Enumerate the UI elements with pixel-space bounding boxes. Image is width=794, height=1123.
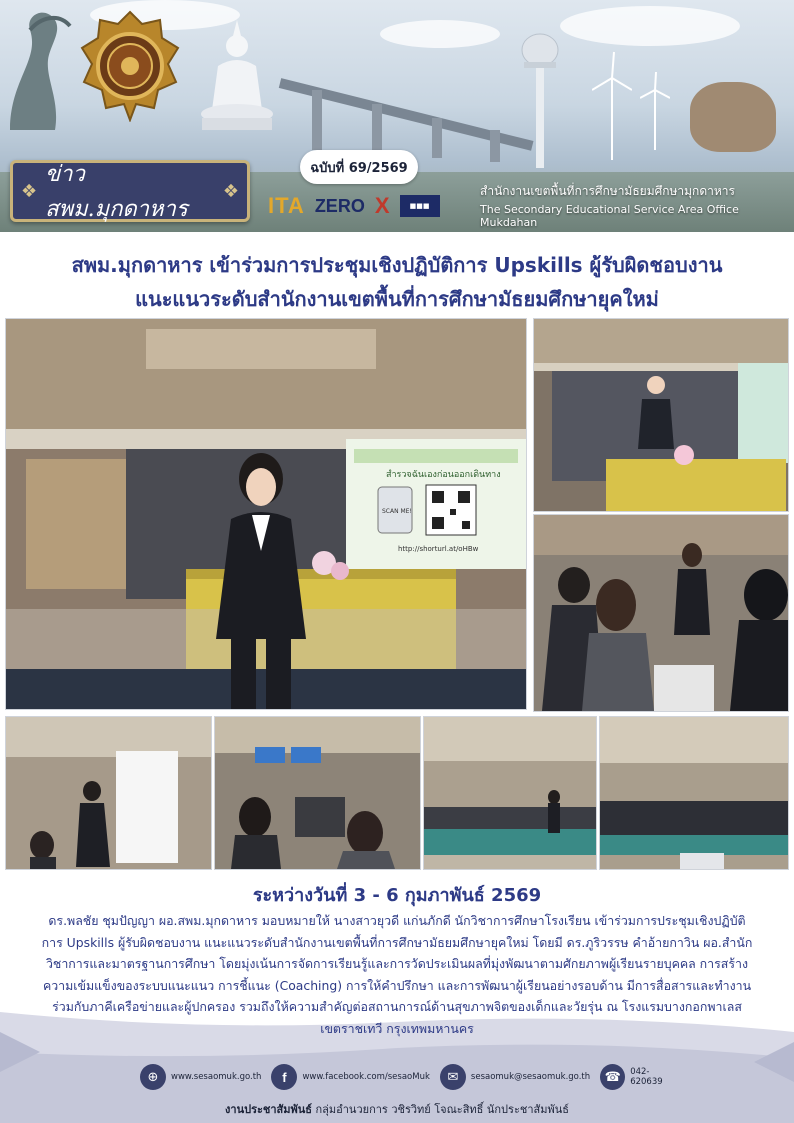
- contact-email[interactable]: [440, 1064, 590, 1090]
- news-body-paragraph: ดร.พลชัย ชุมปัญญา ผอ.สพม.มุกดาหาร มอบหมายให้ นางสาวยุวดี แก่นภักดี นักวิชาการศึกษาโรงเรียน เข้าร่วมการประชุมเชิงปฏิบัติการ Upskills ผู้รับผิดชอบงาน แนะแนวระดับสำนักงานเขตพื้นที่การศึกษามัธยมศึกษายุคใหม่ โดยมี ดร.ภูริวรรษ คำอ้ายกาวิน ผอ.สำนักวิชาการและมาตรฐานการศึกษา โดยมุ่งเน้นการจัดการเรียนรู้และการวัดประเมินผลที่มุ่งพัฒนาตามศักยภาพผู้เรียนรายบุคคล การสร้างความเข้มแข็งของระบบแนะแนว การชี้แนะ (Coaching) การให้คำปรึกษา และการพัฒนาผู้เรียนอย่างรอบด้าน มีการสื่อสารและทำงานร่วมกับภาคีเครือข่ายและผู้ปกครอง รวมถึงให้ความสำคัญต่อสถานการณ์ด้านสุขภาพจิตของเด็กและวัยรุ่น ณ โรงแรมบางกอกพาเลส เขตราชเทวี กรุงเทพมหานคร: [41, 913, 753, 1036]
- credit-text: กลุ่มอำนวยการ วชิรวิทย์ โจณะสิทธิ์ นักประชาสัมพันธ์: [312, 1103, 569, 1116]
- facebook-icon: f: [271, 1064, 297, 1090]
- email-icon: ✉: [440, 1064, 466, 1090]
- photo-flipchart: [5, 716, 212, 870]
- ministry-seal-logo: [80, 10, 180, 122]
- photo-seated-participants: [423, 716, 597, 870]
- wind-turbine-image: [640, 70, 670, 150]
- group-photo-image: [600, 717, 788, 869]
- photo-group-discussion: [533, 514, 789, 712]
- slide-title-text: สำรวจฉันเองก่อนออกเดินทาง: [386, 470, 501, 480]
- naga-statue-image: [0, 0, 90, 130]
- observation-tower-image: [518, 28, 562, 168]
- ornament-icon: ❖: [222, 180, 239, 202]
- contact-website[interactable]: [140, 1064, 261, 1090]
- ita-logo: ITA: [268, 193, 305, 218]
- buddha-statue-image: [198, 18, 276, 130]
- event-date: ระหว่างวันที่ 3 - 6 กุมภาพันธ์ 2569: [252, 885, 542, 906]
- issue-number-badge: ฉบับที่ 69/2569: [300, 150, 418, 184]
- website-text: www.sesaomuk.go.th: [171, 1072, 262, 1082]
- news-headline: [0, 248, 794, 316]
- headline-line-2: แนะแนวระดับสำนักงานเขตพื้นที่การศึกษามัธยมศึกษายุคใหม่: [135, 287, 659, 311]
- office-name-english: The Secondary Educational Service Area Office Mukdahan: [480, 203, 739, 229]
- zero-logo: ZERO: [314, 195, 365, 216]
- flipchart-photo-image: [6, 717, 211, 869]
- brand-title-plate: [10, 160, 250, 222]
- audience-photo-image: [215, 717, 420, 869]
- photo-main-presenter: [5, 318, 527, 710]
- photo-speaker-podium: [533, 318, 789, 512]
- photo-group-standing: [599, 716, 789, 870]
- photo-audience-front: [214, 716, 421, 870]
- slide-url-text: http://shorturl.at/oHBw: [398, 545, 479, 553]
- wind-turbine-image: [592, 50, 632, 160]
- main-photo-image: [6, 319, 526, 709]
- globe-icon: ⊕: [140, 1064, 166, 1090]
- brand-label: ข่าว สพม.มุกดาหาร: [45, 162, 188, 222]
- speaker-photo-image: [534, 319, 788, 511]
- header-banner: [0, 0, 794, 232]
- slide-scan-text: SCAN ME!: [382, 508, 412, 515]
- contact-facebook[interactable]: [271, 1064, 429, 1090]
- anti-corruption-x-logo: X: [374, 193, 390, 218]
- contact-bar: [140, 1062, 680, 1092]
- integrity-badge-logo: ■■■: [400, 195, 440, 217]
- contact-phone[interactable]: [600, 1064, 680, 1090]
- phone-text: 042-620639: [630, 1067, 663, 1087]
- participants-photo-image: [424, 717, 596, 869]
- office-name-thai: สำนักงานเขตพื้นที่การศึกษามัธยมศึกษามุกดาหาร: [480, 184, 735, 198]
- footer-credit: [0, 1100, 794, 1118]
- facebook-text: www.facebook.com/sesaoMuk: [302, 1072, 430, 1082]
- headline-line-1: สพม.มุกดาหาร เข้าร่วมการประชุมเชิงปฏิบัติการ Upskills ผู้รับผิดชอบงาน: [71, 253, 723, 277]
- rock-formation-image: [690, 82, 776, 152]
- discussion-photo-image: [534, 515, 788, 711]
- email-text: sesaomuk@sesaomuk.go.th: [470, 1072, 591, 1082]
- partner-logos: [268, 192, 440, 220]
- ornament-icon: ❖: [21, 180, 38, 202]
- phone-icon: ☎: [600, 1064, 625, 1090]
- pr-unit-label: งานประชาสัมพันธ์: [225, 1103, 312, 1116]
